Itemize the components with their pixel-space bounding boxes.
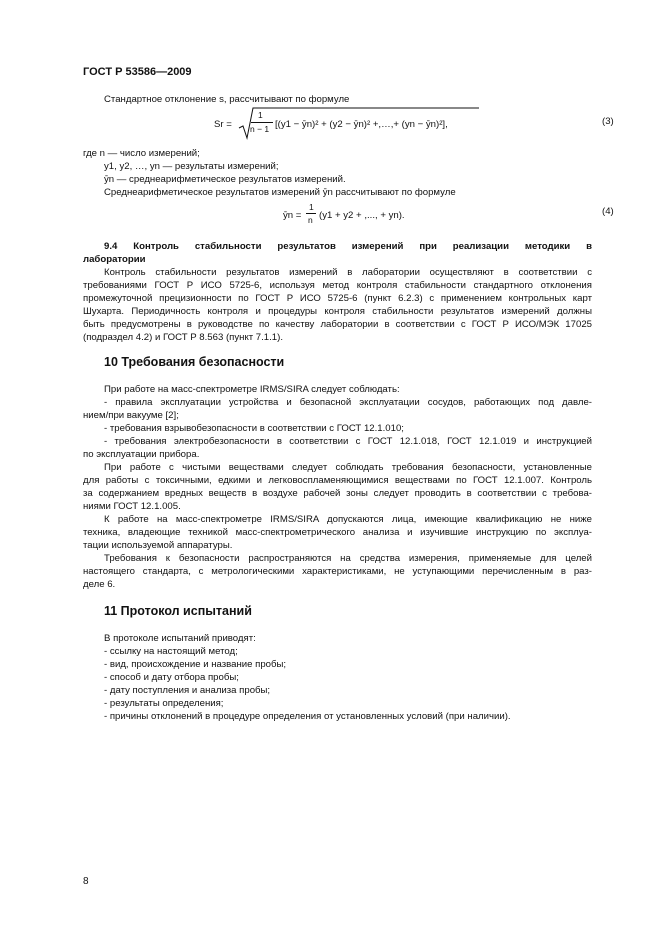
section-11-line: - причины отклонений в процедуре определения от установленных условий (при наличии). <box>104 711 511 722</box>
section-10-line: настоящего стандарта, с метрологическими характеристиками, не уступающими перечисленным в раз- <box>83 566 592 577</box>
formula-3-body: [(y1 − ȳn)² + (y2 − ȳn)² +,…,+ (yn − ȳn)²], <box>275 119 448 130</box>
formula-4-frac-num: 1 <box>309 202 314 212</box>
section-10-line: по эксплуатации прибора. <box>83 449 200 460</box>
section-10-line: ниями ГОСТ 12.1.005. <box>83 501 181 512</box>
section-10-line: При работе на масс-спектрометре IRMS/SIRA следует соблюдать: <box>104 384 400 395</box>
where-y: y1, y2, …, yn — результаты измерений; <box>104 161 279 172</box>
section-10-line: нием/при вакууме [2]; <box>83 410 179 421</box>
section-9-4-heading-cont: лаборатории <box>83 254 146 265</box>
section-10-line: - правила эксплуатации устройства и безопасной эксплуатации сосудов, работающих под давле- <box>104 397 592 408</box>
section-10-line: деле 6. <box>83 579 116 590</box>
formula-4-intro: Среднеарифметическое результатов измерений ȳn рассчитывают по формуле <box>104 187 456 198</box>
fraction-bar <box>251 122 273 123</box>
section-9-4-line: требованиями ГОСТ Р ИСО 5725-6, используя метод контроля стабильности стандартного отклонения <box>83 280 592 291</box>
section-9-4-line: Шухарта. Периодичность контроля и процедуры контроля стабильности результатов измерений должны <box>83 306 592 317</box>
formula-4-number: (4) <box>602 206 614 217</box>
section-10-line: за содержанием вредных веществ в воздухе рабочей зоны следует проводить в соответствии с требова- <box>83 488 592 499</box>
section-11-line: - дату поступления и анализа пробы; <box>104 685 271 696</box>
section-10-line: тации используемой аппаратуры. <box>83 540 233 551</box>
section-10-line: для работы с токсичными, едкими и легковоспламеняющимися веществами по ГОСТ 12.1.007. Контроль <box>83 475 592 486</box>
formula-3-frac-den: n − 1 <box>250 124 270 134</box>
where-ybar: ȳn — среднеарифметическое результатов измерений. <box>104 174 346 185</box>
where-n: где n — число измерений; <box>83 148 200 159</box>
section-11-line: - вид, происхождение и название пробы; <box>104 659 287 670</box>
section-10-line: техника, владеющие техникой масс-спектрометрического анализа и изучившие инструкцию по эксплуа- <box>83 527 592 538</box>
section-9-4-line: быть предусмотрены в руководстве по качеству лаборатории в соответствии с ГОСТ Р ИСО/МЭК 17025 <box>83 319 592 330</box>
section-10-line: При работе с чистыми веществами следует соблюдать требования безопасности, установленные <box>104 462 592 473</box>
section-11-line: В протоколе испытаний приводят: <box>104 633 256 644</box>
section-10-line: К работе на масс-спектрометре IRMS/SIRA допускаются лица, имеющие квалификацию не ниже <box>104 514 592 525</box>
formula-3-number: (3) <box>602 116 614 127</box>
section-11-line: - способ и дату отбора пробы; <box>104 672 239 683</box>
section-11-heading: 11 Протокол испытаний <box>104 604 252 618</box>
section-10-line: - требования электробезопасности в соответствии с ГОСТ 12.1.018, ГОСТ 12.1.019 и инструкцией <box>104 436 592 447</box>
formula-4-body: (y1 + y2 + ,..., + yn). <box>319 210 405 221</box>
fraction-bar <box>306 213 316 214</box>
formula-3-lhs: Sr = <box>214 119 232 130</box>
section-11-line: - ссылку на настоящий метод; <box>104 646 238 657</box>
section-11-line: - результаты определения; <box>104 698 224 709</box>
section-9-4-heading: 9.4 Контроль стабильности результатов измерений при реализации методики в <box>104 241 592 252</box>
section-9-4-line: промежуточной прецизионности по ГОСТ Р ИСО 5725-6 (пункт 6.2.3) с применением контрольных карт <box>83 293 592 304</box>
section-10-line: - требования взрывобезопасности в соответствии с ГОСТ 12.1.010; <box>104 423 404 434</box>
section-10-line: Требования к безопасности распространяются на средства измерения, применяемые для целей <box>104 553 592 564</box>
document-header: ГОСТ Р 53586—2009 <box>83 66 192 78</box>
formula-3-frac-num: 1 <box>258 110 263 120</box>
formula-3-intro: Стандартное отклонение s, рассчитывают по формуле <box>104 94 350 105</box>
page-number: 8 <box>83 876 89 887</box>
section-9-4-line: Контроль стабильности результатов измерений в лаборатории осуществляют в соответствии с <box>104 267 592 278</box>
formula-4-lhs: ȳn = <box>283 210 302 221</box>
section-9-4-line: (подраздел 4.2) и ГОСТ Р 8.563 (пункт 7.1.1). <box>83 332 284 343</box>
formula-4-frac-den: n <box>308 215 313 225</box>
section-10-heading: 10 Требования безопасности <box>104 355 285 369</box>
